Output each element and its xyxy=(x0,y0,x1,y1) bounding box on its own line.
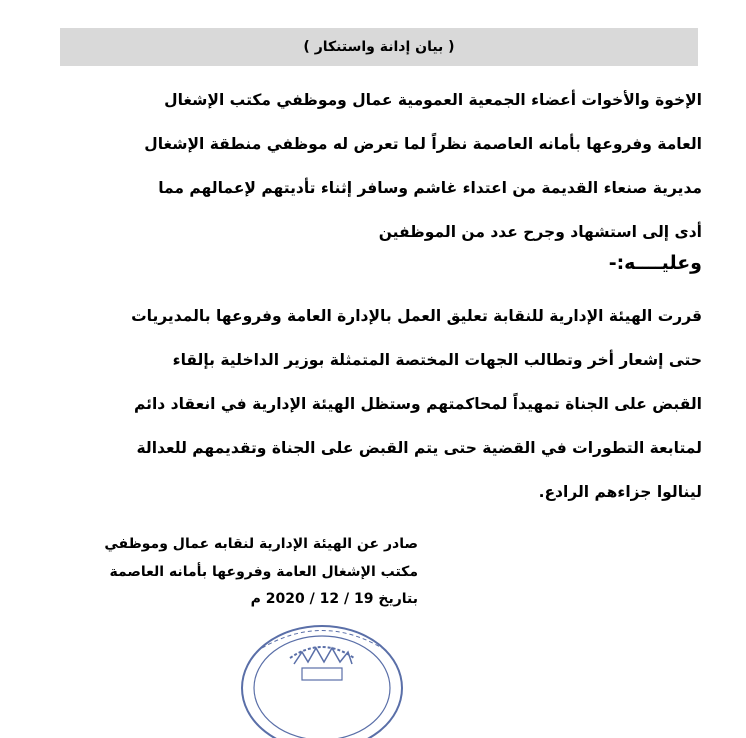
official-stamp-icon xyxy=(232,618,412,738)
document-title-bar xyxy=(60,28,698,66)
decision-line: لمتابعة التطورات في القضية حتى يتم القبض على الجناة وتقديمهم للعدالة xyxy=(136,439,702,457)
intro-line: أدى إلى استشهاد وجرح عدد من الموظفين xyxy=(378,223,702,241)
document-title: ( بيان إدانة واستنكار ) xyxy=(303,39,455,55)
intro-paragraph xyxy=(62,78,702,254)
decision-line: لينالوا جزاءهم الرادع. xyxy=(538,483,702,501)
decision-line: القبض على الجناة تمهيداً لمحاكمتهم وستظل الهيئة الإدارية في انعقاد دائم xyxy=(134,395,702,413)
signature-line: صادر عن الهيئة الإدارية لنقابه عمال وموظفي xyxy=(104,536,418,552)
decision-paragraph xyxy=(62,294,702,514)
intro-line: مديرية صنعاء القديمة من اعتداء غاشم وسافر إثناء تأديتهم لإعمالهم مما xyxy=(158,179,702,197)
issue-date: بتاريخ 19 / 12 / 2020 م xyxy=(250,591,418,607)
therefore-heading: وعليــــه:- xyxy=(608,252,702,274)
decision-line: قررت الهيئة الإدارية للنقابة تعليق العمل بالإدارة العامة وفروعها بالمديريات xyxy=(131,307,702,325)
intro-line: العامة وفروعها بأمانه العاصمة نظراً لما تعرض له موظفي منطقة الإشغال xyxy=(144,135,702,153)
intro-line: الإخوة والأخوات أعضاء الجمعية العمومية عمال وموظفي مكتب الإشغال xyxy=(164,91,702,109)
signature-line: مكتب الإشغال العامة وفروعها بأمانه العاصمة xyxy=(109,564,418,580)
signature-block xyxy=(58,530,418,612)
decision-line: حتى إشعار أخر وتطالب الجهات المختصة المتمثلة بوزير الداخلية بإلقاء xyxy=(172,351,702,369)
